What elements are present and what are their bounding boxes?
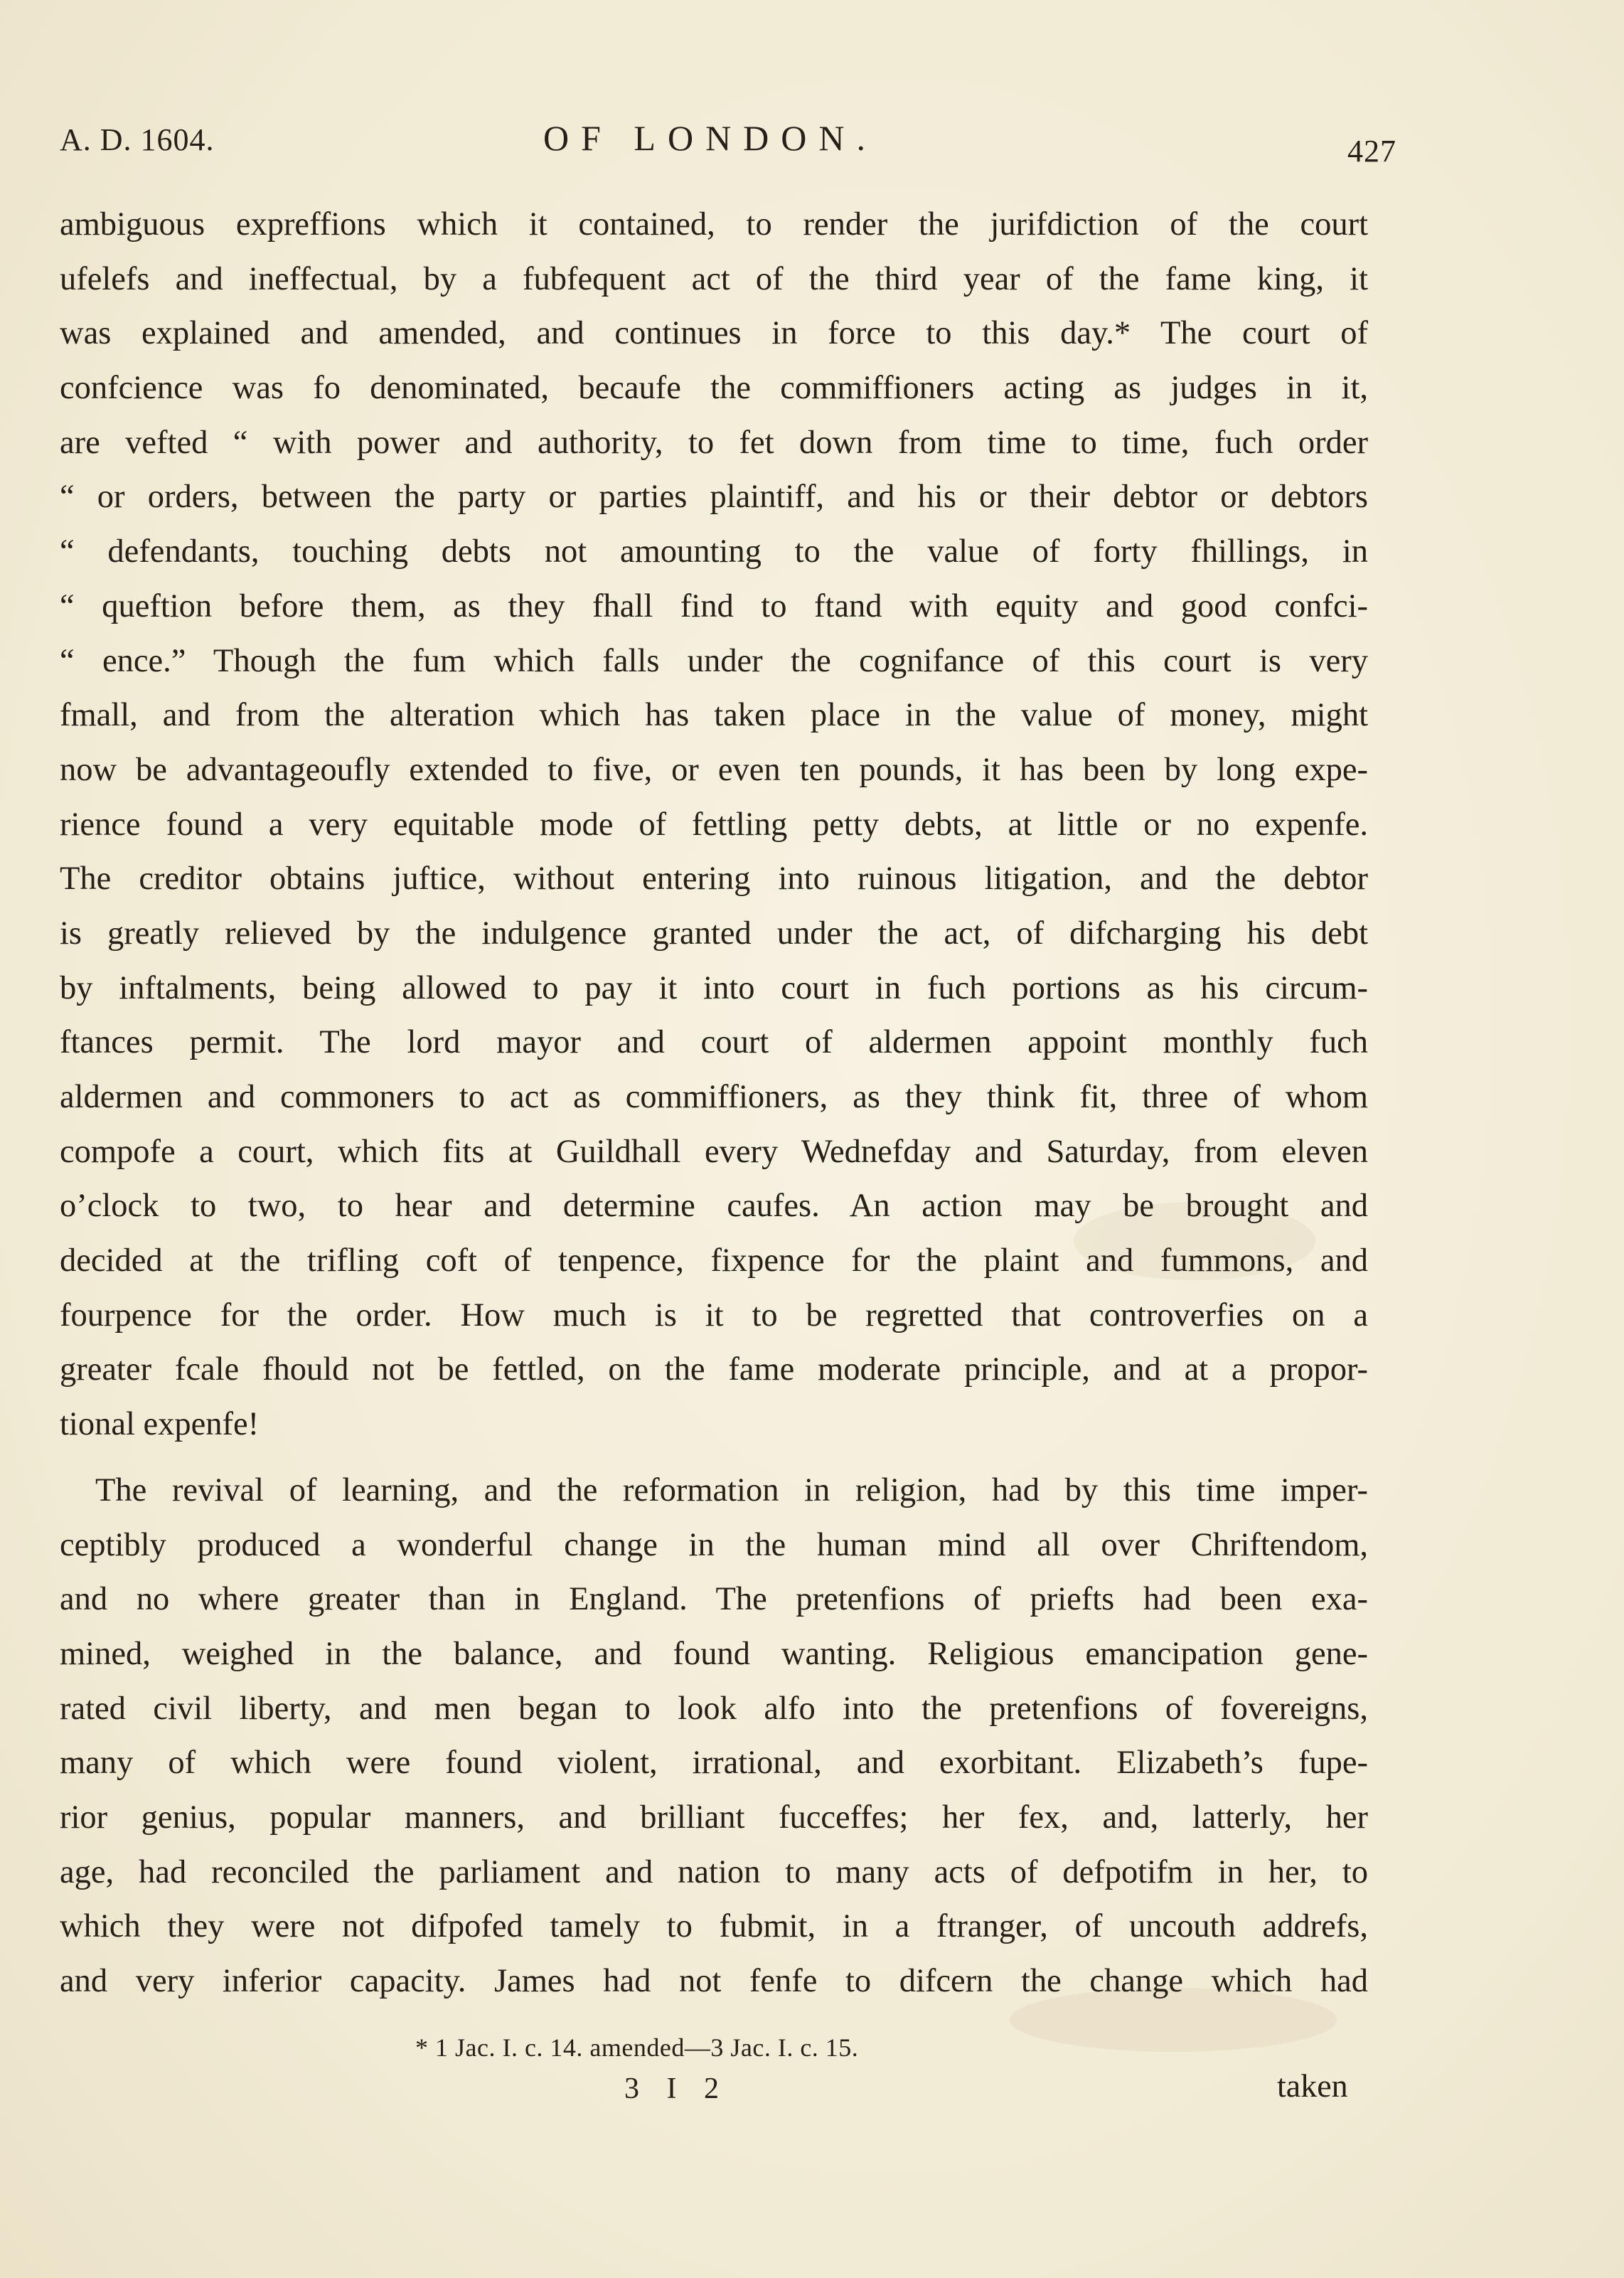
text-line: “ ence.” Though the fum which falls under the cognifance of this court is very	[60, 642, 1368, 679]
text-line: greater fcale fhould not be fettled, on the fame moderate principle, and at a propor-	[60, 1351, 1368, 1388]
header-date: A. D. 1604.	[60, 122, 215, 157]
text-line: now be advantageoufly extended to five, or even ten pounds, it has been by long expe-	[60, 751, 1368, 788]
footnote: * 1 Jac. I. c. 14. amended—3 Jac. I. c. 15.	[415, 2033, 859, 2062]
text-line: “ queftion before them, as they fhall find to ftand with equity and good confci-	[60, 587, 1368, 624]
text-line: The creditor obtains juftice, without entering into ruinous litigation, and the debtor	[60, 861, 1368, 898]
paragraph-court-of-conscience	[60, 198, 1368, 1452]
text-line: decided at the trifling coft of tenpence, fixpence for the plaint and fummons, and	[60, 1242, 1368, 1279]
text-line: “ or orders, between the party or parties plaintiff, and his or their debtor or debtors	[60, 479, 1368, 516]
text-line: compofe a court, which fits at Guildhall every Wednefday and Saturday, from eleven	[60, 1133, 1368, 1170]
text-line: confcience was fo denominated, becaufe the commiffioners acting as judges in it,	[60, 370, 1368, 407]
text-line: age, had reconciled the parliament and nation to many acts of defpotifm in her, to	[60, 1853, 1368, 1890]
text-line: “ defendants, touching debts not amounting to the value of forty fhillings, in	[60, 533, 1368, 570]
catchword: taken	[1277, 2067, 1348, 2104]
paragraph-revival-of-learning	[60, 1464, 1368, 2009]
text-line: fourpence for the order. How much is it to be regretted that controverfies on a	[60, 1297, 1368, 1334]
text-line: o’clock to two, to hear and determine caufes. An action may be brought and	[60, 1188, 1368, 1225]
text-line: and no where greater than in England. The pretenfions of priefts had been exa-	[60, 1581, 1368, 1618]
text-line: is greatly relieved by the indulgence granted under the act, of difcharging his debt	[60, 915, 1368, 952]
text-line: rated civil liberty, and men began to look alfo into the pretenfions of fovereigns,	[60, 1690, 1368, 1727]
text-line: by inftalments, being allowed to pay it into court in fuch portions as his circum-	[60, 969, 1368, 1006]
text-line: are vefted “ with power and authority, to fet down from time to time, fuch order	[60, 424, 1368, 461]
text-line: aldermen and commoners to act as commiffioners, as they think fit, three of whom	[60, 1079, 1368, 1115]
text-line: ftances permit. The lord mayor and court of aldermen appoint monthly fuch	[60, 1024, 1368, 1061]
page-number: 427	[1347, 134, 1396, 169]
text-line: which they were not difpofed tamely to fubmit, in a ftranger, of uncouth addrefs,	[60, 1908, 1368, 1945]
text-line: rior genius, popular manners, and brilliant fucceffes; her fex, and, latterly, her	[60, 1799, 1368, 1836]
text-line: ambiguous expreffions which it contained, to render the jurifdiction of the court	[60, 206, 1368, 243]
text-line: and very inferior capacity. James had not fenfe to difcern the change which had	[60, 1963, 1368, 1999]
text-line: fmall, and from the alteration which has taken place in the value of money, might	[60, 697, 1368, 734]
text-line: ceptibly produced a wonderful change in the human mind all over Chriftendom,	[60, 1526, 1368, 1563]
text-line: rience found a very equitable mode of fettling petty debts, at little or no expenfe.	[60, 806, 1368, 843]
header-title: OF LONDON.	[543, 118, 877, 158]
text-line: tional expenfe!	[60, 1406, 260, 1443]
text-line: many of which were found violent, irrational, and exorbitant. Elizabeth’s fupe-	[60, 1745, 1368, 1782]
text-line: The revival of learning, and the reformation in religion, had by this time imper-	[95, 1471, 1368, 1508]
paragraph-spacer	[60, 1452, 1368, 1464]
body-text	[60, 198, 1368, 2009]
text-line: was explained and amended, and continues in force to this day.* The court of	[60, 315, 1368, 352]
text-line: mined, weighed in the balance, and found wanting. Religious emancipation gene-	[60, 1635, 1368, 1672]
running-header	[60, 117, 1396, 174]
signature-mark: 3 I 2	[624, 2072, 729, 2105]
text-line: ufelefs and ineffectual, by a fubfequent act of the third year of the fame king, it	[60, 260, 1368, 297]
